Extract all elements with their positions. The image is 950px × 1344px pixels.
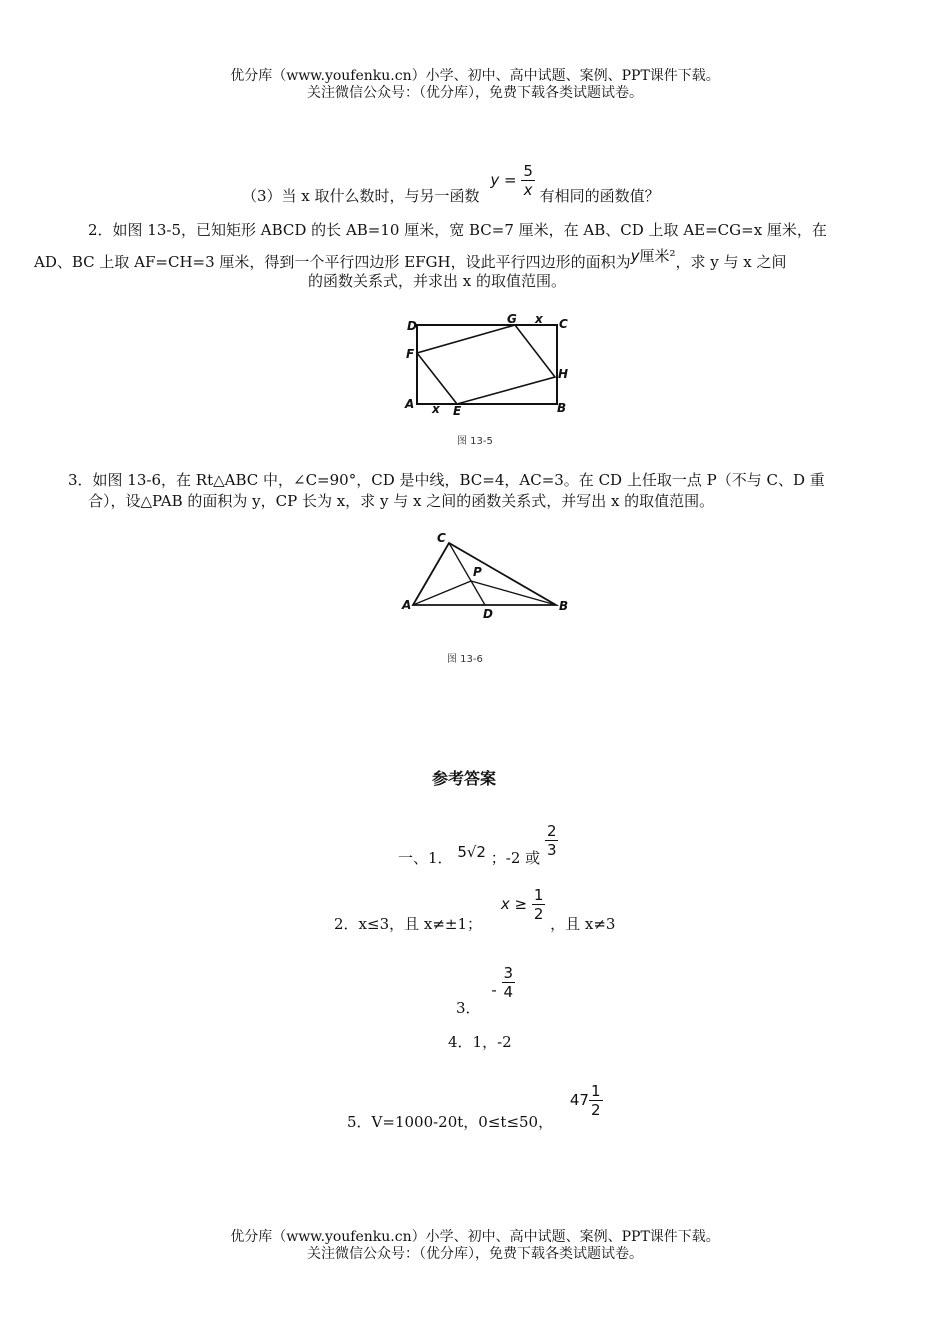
page-footer — [0, 1229, 950, 1263]
question-2-line-2 — [34, 247, 787, 272]
label-p: P — [473, 565, 482, 579]
answer-1-fraction — [545, 822, 559, 859]
q1-3-den: x — [523, 181, 533, 199]
header-line-2: 关注微信公众号：（优分库），免费下载各类试题试卷。 — [307, 85, 643, 101]
q1-3-y-eq: y = — [490, 170, 517, 189]
figure-13-6-caption: 图 13-6 — [447, 654, 483, 665]
q1-3-prefix: （3）当 x 取什么数时，与另一函数 — [242, 186, 480, 205]
figure-13-6 — [398, 528, 578, 620]
answer-1-den: 3 — [546, 841, 557, 859]
q2-unit: 厘米² — [639, 247, 676, 265]
answer-2 — [334, 882, 616, 933]
answer-5-num: 1 — [590, 1082, 601, 1100]
label-b: B — [557, 401, 567, 415]
question-3-line-1: 3．如图 13-6，在 Rt△ABC 中，∠C=90°，CD 是中线，BC=4，AC=3。在 CD 上任取一点 P（不与 C、D 重 — [68, 471, 825, 489]
q1-3-fraction — [521, 162, 535, 199]
label-f: F — [406, 347, 415, 361]
label-e: E — [453, 404, 462, 418]
answer-3-prefix: 3． — [456, 998, 481, 1017]
answer-5-fraction — [589, 1082, 603, 1119]
label-b: B — [559, 599, 569, 613]
figure-13-5 — [395, 308, 580, 428]
label-c: C — [437, 531, 446, 545]
parallelogram-efgh — [417, 325, 555, 404]
answer-2-den: 2 — [533, 905, 544, 923]
segment-pa — [413, 581, 471, 605]
answer-3-num: 3 — [503, 964, 514, 982]
rectangle-abcd — [417, 325, 557, 404]
answer-1-mid: ；-2 或 — [490, 848, 541, 867]
question-2-line-1: 2．如图 13-5，已知矩形 ABCD 的长 AB=10 厘米，宽 BC=7 厘米，在 AB、CD 上取 AE=CG=x 厘米，在 — [88, 221, 827, 239]
answer-2-prefix: 2．x≤3，且 x≠±1； — [334, 914, 483, 933]
answer-5-prefix: 5．V=1000-20t，0≤t≤50， — [347, 1112, 554, 1131]
q2-line-2b: ，求 y 与 x 之间 — [675, 253, 787, 271]
footer-line-2: 关注微信公众号：（优分库），免费下载各类试题试卷。 — [307, 1246, 643, 1262]
q2-line-2a: AD、BC 上取 AF=CH=3 厘米，得到一个平行四边形 EFGH，设此平行四边形的面积为 — [34, 253, 631, 271]
q1-3-suffix: 有相同的函数值？ — [539, 186, 660, 205]
label-h: H — [558, 367, 569, 381]
answer-1-prefix: 一、1． — [398, 848, 453, 867]
question-2-line-3: 的函数关系式，并求出 x 的取值范围。 — [308, 272, 566, 290]
segment-pb — [471, 581, 556, 605]
label-d: D — [483, 607, 493, 620]
answer-5-whole: 47 — [569, 1090, 589, 1109]
answer-1-value: 5√2 — [457, 842, 486, 861]
question-1-3 — [242, 158, 660, 205]
footer-line-1: 优分库（www.youfenku.cn）小学、初中、高中试题、案例、PPT课件下载。 — [230, 1229, 720, 1245]
answer-1 — [398, 812, 558, 867]
answers-title: 参考答案 — [432, 769, 497, 788]
figure-13-5-caption: 图 13-5 — [457, 436, 493, 447]
answer-3-fraction — [502, 964, 516, 1001]
label-a: A — [402, 598, 412, 612]
header-line-1: 优分库（www.youfenku.cn）小学、初中、高中试题、案例、PPT课件下载。 — [230, 68, 720, 84]
label-g: G — [507, 312, 517, 326]
label-x-top: x — [535, 312, 543, 326]
answer-2-suffix: ，且 x≠3 — [550, 914, 616, 933]
question-3-line-2: 合），设△PAB 的面积为 y，CP 长为 x，求 y 与 x 之间的函数关系式，并写出 x 的取值范围。 — [88, 492, 715, 510]
answer-2-num: 1 — [533, 886, 544, 904]
page-header — [0, 68, 950, 102]
q2-var-y: y — [630, 247, 640, 265]
answer-2-x-ge: x ≥ — [500, 894, 528, 913]
answer-5 — [347, 1078, 603, 1131]
label-c: C — [559, 317, 568, 331]
label-x-bottom: x — [432, 402, 440, 416]
answer-1-num: 2 — [546, 822, 557, 840]
q1-3-num: 5 — [523, 162, 533, 180]
answer-2-fraction — [532, 886, 546, 923]
answer-5-den: 2 — [590, 1101, 601, 1119]
answer-3 — [456, 960, 515, 1017]
answer-4: 4．1，-2 — [448, 1033, 512, 1051]
label-d: D — [407, 319, 417, 333]
label-a: A — [405, 397, 415, 411]
answer-3-den: 4 — [503, 983, 514, 1001]
answer-3-sign: - — [491, 980, 497, 999]
